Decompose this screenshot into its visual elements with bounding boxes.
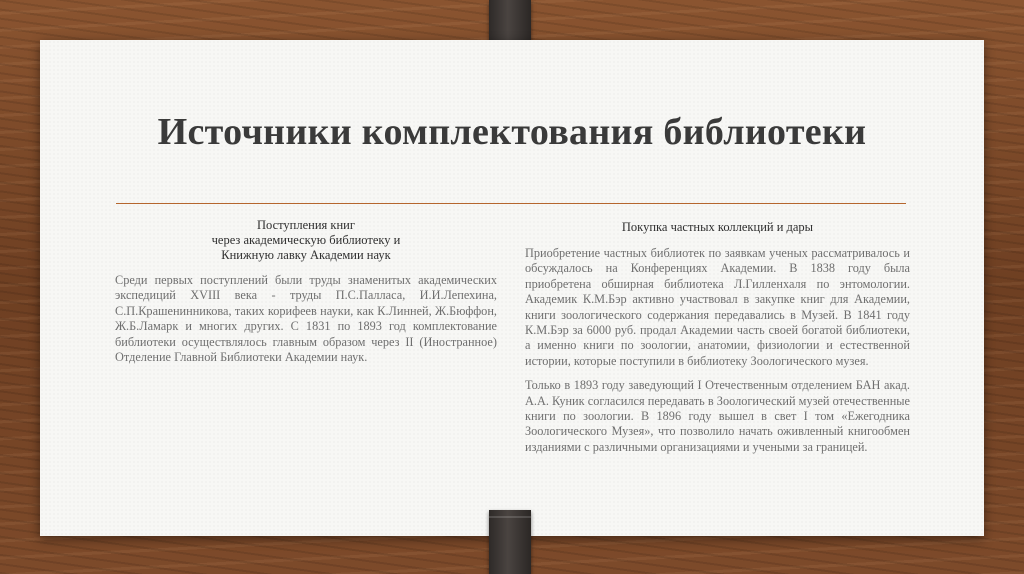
right-column-paragraph-1: Приобретение частных библиотек по заявкам ученых рассматривалось и обсуждалось на Конференциях Академии. В 1838 году была приобретена обширная библиотека Л.Гилленхаля по энтомологии. Академик К.М.Бэр активно участвовал в закупке книг для Академии, книги зоологического содержания передавались в Музей. В 1841 году К.М.Бэр за 6000 руб. продал Академии часть своей богатой библиотеки, а именно книги по зоологии, анатомии, физиологии и естественной истории, которые поступили в библиотеку Зоологического музея.	[525, 246, 910, 368]
right-column-heading: Покупка частных коллекций и дары	[621, 220, 814, 234]
slide-title: Источники комплектования библиотеки	[157, 111, 867, 153]
left-column-paragraph: Среди первых поступлений были труды знаменитых академических экспедиций XVIII века - труды П.С.Палласа, И.И.Лепехина, С.П.Крашенинникова, таких корифеев науки, как К.Линней, Ж.Бюффон, Ж.Б.Ламарк и многих других. С 1831 по 1893 год комплектование библиотеки осуществлялось главным образом через II (Иностранное) Отделение Главной Библиотеки Академии наук.	[115, 273, 497, 365]
left-column	[115, 218, 497, 374]
slide-paper	[40, 40, 984, 536]
left-column-heading: Поступления книг через академическую библиотеку и Книжную лавку Академии наук	[211, 218, 401, 262]
binder-clip-bottom	[489, 510, 531, 574]
right-column-paragraph-2: Только в 1893 году заведующий I Отечественным отделением БАН акад. А.А. Куник согласился передавать в Зоологический музей отечественные книги по зоологии. В 1896 году вышел в свет I том «Ежегодника Зоологического Музея», что позволило начать оживленный книгообмен изданиями с различными организациями и учеными за границей.	[525, 378, 910, 454]
right-column	[525, 218, 910, 464]
title-divider	[116, 203, 906, 204]
